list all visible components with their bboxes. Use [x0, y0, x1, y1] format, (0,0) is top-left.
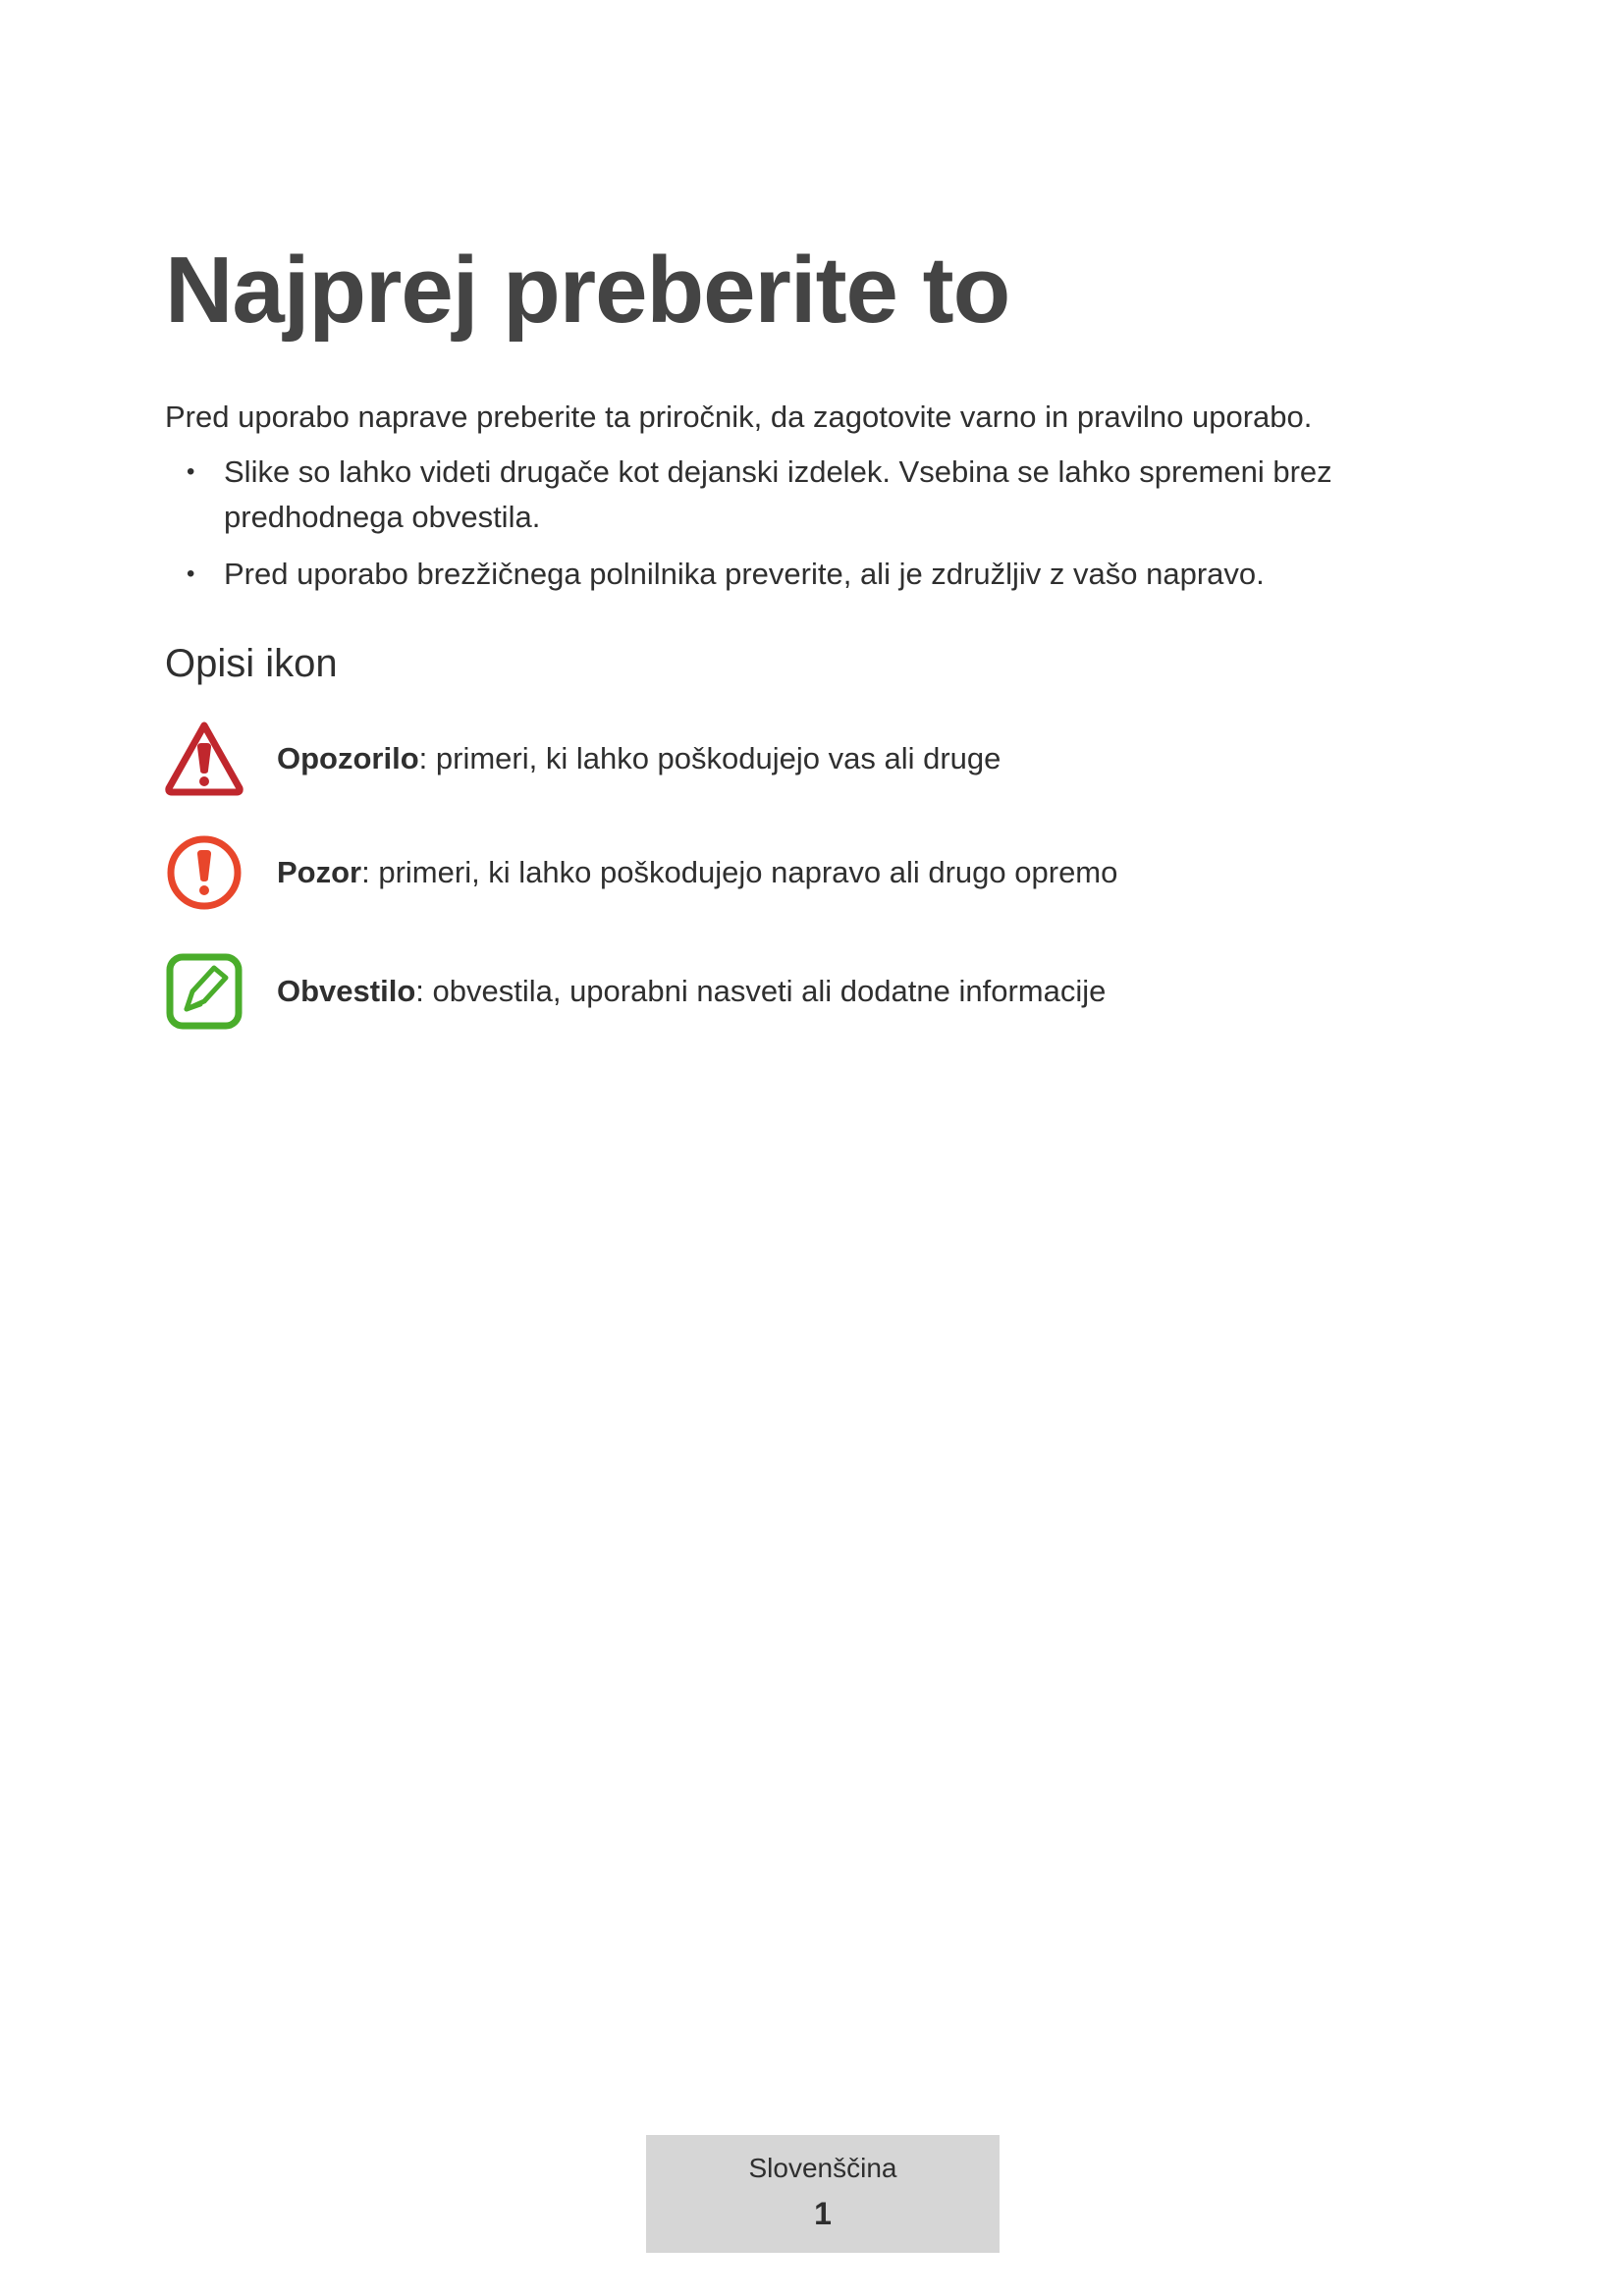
page-footer	[646, 2135, 1000, 2253]
icon-text: : primeri, ki lahko poškodujejo napravo ali drugo opremo	[361, 855, 1118, 889]
list-item	[165, 552, 1382, 597]
page-number: 1	[814, 2196, 832, 2231]
page-title: Najprej preberite to	[165, 238, 1010, 343]
icon-description	[277, 741, 1001, 776]
icon-text: : obvestila, uporabni nasveti ali dodatne informacije	[415, 974, 1107, 1008]
bullet-list	[165, 450, 1382, 609]
footer-language: Slovenščina	[748, 2153, 897, 2183]
icon-description	[277, 855, 1117, 890]
icon-term: Pozor	[277, 855, 362, 889]
note-pen-icon	[165, 952, 244, 1031]
bullet-text: Slike so lahko videti drugače kot dejanski izdelek. Vsebina se lahko spremeni brez predhodnega obvestila.	[224, 454, 1332, 534]
caution-circle-icon	[165, 833, 244, 912]
bullet-dot: •	[187, 561, 195, 587]
icon-row-warning	[165, 720, 1441, 798]
icons-heading: Opisi ikon	[165, 642, 338, 685]
icon-text: : primeri, ki lahko poškodujejo vas ali druge	[418, 741, 1001, 775]
icon-description	[277, 974, 1106, 1009]
bullet-dot: •	[187, 458, 195, 485]
list-item	[165, 450, 1382, 540]
icon-row-caution	[165, 833, 1441, 912]
bullet-text: Pred uporabo brezžičnega polnilnika preverite, ali je združljiv z vašo napravo.	[224, 557, 1265, 591]
warning-triangle-icon	[165, 720, 244, 798]
icon-row-note	[165, 952, 1441, 1031]
icon-term: Obvestilo	[277, 974, 416, 1008]
icon-term: Opozorilo	[277, 741, 419, 775]
intro-paragraph: Pred uporabo naprave preberite ta priročnik, da zagotovite varno in pravilno uporabo.	[165, 400, 1313, 434]
